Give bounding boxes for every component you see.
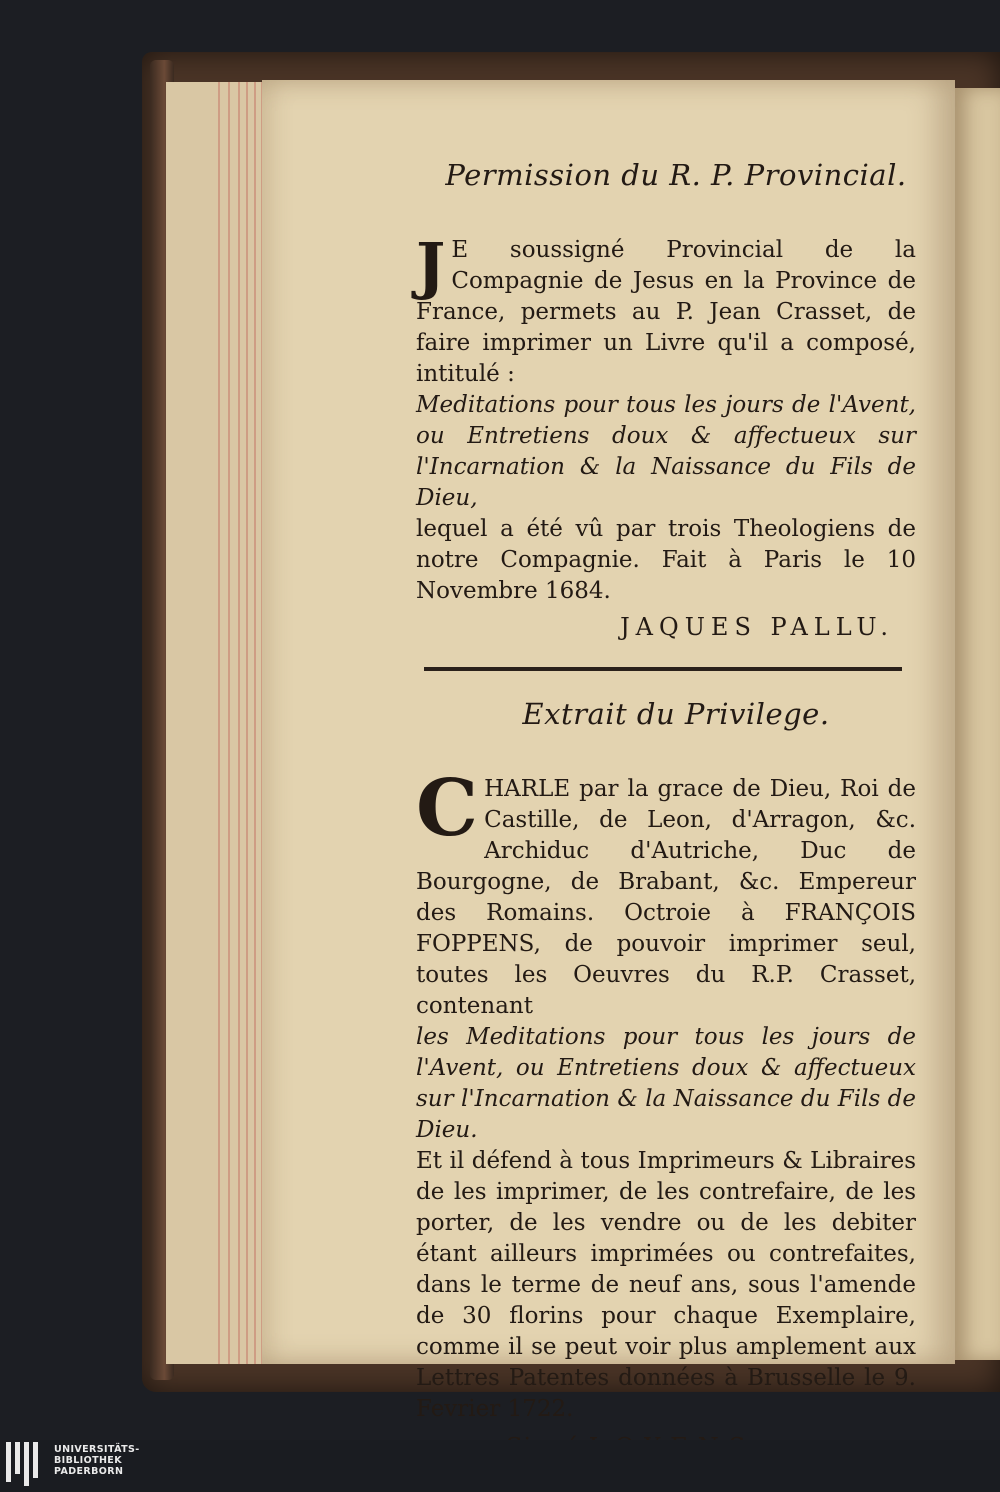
permission-body-end: lequel a été vû par trois Theologiens de notre Compagnie. Fait à Paris le 10 Novembre 1684. (416, 516, 916, 604)
permission-body: E soussigné Provincial de la Compagnie de Jesus en la Province de France, permets au P. Jean Crasset, de faire imprimer un Livre qu'il a composé, intitulé : (416, 237, 916, 387)
permission-signature: JAQUES PALLU. (620, 613, 894, 641)
permission-drop-cap: J (416, 229, 446, 302)
privilege-heading: Extrait du Privilege. (522, 697, 830, 731)
library-logo-icon (6, 1442, 38, 1486)
privilege-body: HARLE par la grace de Dieu, Roi de Castille, de Leon, d'Arragon, &c. Archiduc d'Autriche, Duc de Bourgogne, de Brabant, &c. Empereur des Romains. Octroie à FRANÇOIS FOPPENS, de pouvoir imprimer seul, toutes les Oeuvres du R.P. Crasset, contenant (416, 776, 916, 1019)
permission-paragraph (416, 204, 916, 607)
page-edges (166, 82, 266, 1364)
privilege-book-title: les Meditations pour tous les jours de l'Avent, ou Entretiens doux & affectueux sur l'Incarnation & la Naissance du Fils de Dieu. (416, 1024, 916, 1143)
privilege-paragraph (416, 743, 916, 1425)
section-divider (424, 667, 902, 671)
page-text (416, 158, 916, 1492)
library-footer (0, 1440, 1000, 1492)
permission-heading: Permission du R. P. Provincial. (445, 158, 907, 192)
facing-page-edge (955, 88, 1000, 1360)
privilege-drop-cap: C (416, 763, 479, 854)
permission-book-title: Meditations pour tous les jours de l'Avent, ou Entretiens doux & affectueux sur l'Incarnation & la Naissance du Fils de Dieu, (416, 392, 916, 511)
privilege-body-end: Et il défend à tous Imprimeurs & Libraires de les imprimer, de les contrefaire, de les porter, de les vendre ou de les debiter étant ailleurs imprimées ou contrefaites, dans le terme de neuf ans, sous l'amende de 30 florins pour chaque Exemplaire, comme il se peut voir plus amplement aux Lettres Patentes données à Brusselle le 9. Fevrier 1722. (416, 1148, 916, 1422)
library-logo-text: UNIVERSITÄTS- BIBLIOTHEK PADERBORN (54, 1444, 140, 1477)
